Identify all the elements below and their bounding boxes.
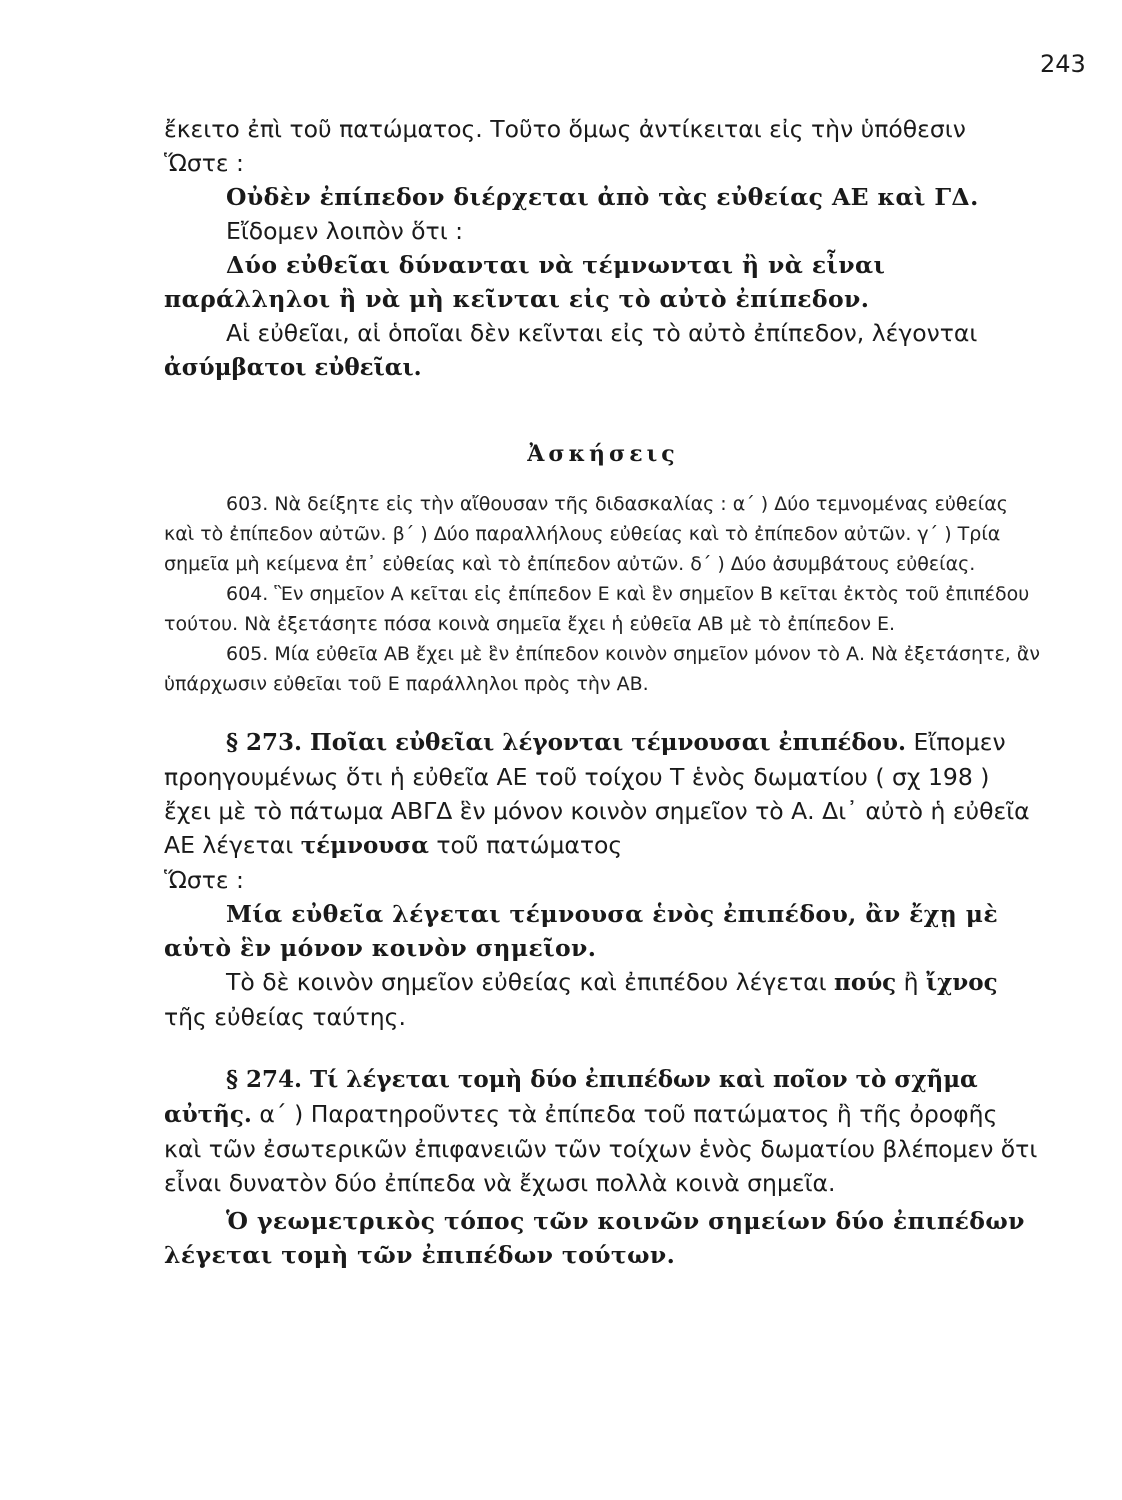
section-274-title: § 274. Τί λέγεται τομὴ δύο ἐπιπέδων καὶ ποῖον τὸ σχῆμα αὐτῆς.: [164, 1066, 978, 1128]
section-273-term: τέμνουσα: [300, 832, 429, 859]
section-273: [164, 725, 1042, 863]
exercise-605: 605. Μία εὐθεῖα ΑΒ ἔχει μὲ ἓν ἐπίπεδον κοινὸν σημεῖον μόνον τὸ Α. Νὰ ἐξετάσητε, ἂν ὑπάρχωσιν εὐθεῖαι τοῦ Ε παράλληλοι πρὸς τὴν ΑΒ.: [164, 643, 1040, 695]
page-body: [164, 112, 1042, 1272]
paragraph-we-saw: Εἴδομεν λοιπὸν ὅτι :: [226, 217, 464, 245]
foot-trace-or: ἢ: [903, 968, 919, 996]
paragraph-foot-trace: [164, 965, 1042, 1034]
exercises-heading: Ἀσκήσεις: [527, 441, 679, 467]
section-273-text-end: τοῦ πατώματος: [436, 831, 623, 859]
foot-trace-text: Τὸ δὲ κοινὸν σημεῖον εὐθείας καὶ ἐπιπέδου λέγεται: [226, 968, 827, 996]
rule-plane-intersection: Ὁ γεωμετρικὸς τόπος τῶν κοινῶν σημείων δύο ἐπιπέδων λέγεται τομὴ τῶν ἐπιπέδων τούτων.: [164, 1207, 1025, 1269]
rule-no-plane: Οὐδὲν ἐπίπεδον διέρχεται ἀπὸ τὰς εὐθείας ΑΕ καὶ ΓΔ.: [226, 183, 979, 211]
skew-lines-term: ἀσύμβατοι εὐθεῖαι.: [164, 354, 422, 381]
section-273-wste: Ὥστε :: [164, 866, 244, 894]
page-number: 243: [1040, 50, 1086, 78]
section-273-title: § 273. Ποῖαι εὐθεῖαι λέγονται τέμνουσαι ἐπιπέδου.: [226, 729, 906, 756]
rule-intersecting-line: Μία εὐθεῖα λέγεται τέμνουσα ἑνὸς ἐπιπέδου, ἂν ἔχῃ μὲ αὐτὸ ἓν μόνον κοινὸν σημεῖον.: [164, 900, 999, 962]
rule-two-lines: Δύο εὐθεῖαι δύνανται νὰ τέμνωνται ἢ νὰ εἶναι παράλληλοι ἢ νὰ μὴ κεῖνται εἰς τὸ αὐτὸ ἐπίπεδον.: [164, 251, 886, 313]
trace-term: ἴχνος: [926, 969, 998, 996]
section-274-text: α΄ ) Παρατηροῦντες τὰ ἐπίπεδα τοῦ πατώματος ἢ τῆς ὀροφῆς καὶ τῶν ἐσωτερικῶν ἐπιφανειῶν τῶν τοίχων ἑνὸς δωματίου βλέπομεν ὅτι εἶναι δυνατὸν δύο ἐπίπεδα νὰ ἔχωσι πολλὰ κοινὰ σημεῖα.: [164, 1100, 1038, 1197]
foot-trace-end: τῆς εὐθείας ταύτης.: [164, 1003, 406, 1031]
paragraph-wste: Ὥστε :: [164, 149, 244, 177]
exercise-604: 604. Ἓν σημεῖον Α κεῖται εἰς ἐπίπεδον Ε καὶ ἓν σημεῖον Β κεῖται ἐκτὸς τοῦ ἐπιπέδου τούτου. Νὰ ἐξετάσητε πόσα κοινὰ σημεῖα ἔχει ἡ εὐθεῖα ΑΒ μὲ τὸ ἐπίπεδον Ε.: [164, 583, 1030, 635]
paragraph-continuation: ἔκειτο ἐπὶ τοῦ πατώματος. Τοῦτο ὅμως ἀντίκειται εἰς τὴν ὑπόθεσιν: [164, 115, 966, 143]
paragraph-skew-lines: [164, 316, 1042, 385]
foot-term: πούς: [834, 969, 897, 996]
exercise-603: 603. Νὰ δείξητε εἰς τὴν αἴθουσαν τῆς διδασκαλίας : α΄ ) Δύο τεμνομένας εὐθείας καὶ τὸ ἐπίπεδον αὐτῶν. β΄ ) Δύο παραλλήλους εὐθείας καὶ τὸ ἐπίπεδον αὐτῶν. γ΄ ) Τρία σημεῖα μὴ κείμενα ἐπ᾽ εὐθείας καὶ τὸ ἐπίπεδον αὐτῶν. δ΄ ) Δύο ἀσυμβάτους εὐθείας.: [164, 493, 1008, 575]
section-273-text: Εἴπομεν προηγουμένως ὅτι ἡ εὐθεῖα ΑΕ τοῦ τοίχου Τ ἑνὸς δωματίου ( σχ 198 ) ἔχει μὲ τὸ πάτωμα ΑΒΓΔ ἓν μόνον κοινὸν σημεῖον τὸ Α. Δι᾽ αὐτὸ ἡ εὐθεῖα ΑΕ λέγεται: [164, 728, 1030, 859]
section-274: [164, 1062, 1042, 1200]
skew-lines-text: Αἱ εὐθεῖαι, αἱ ὁποῖαι δὲν κεῖνται εἰς τὸ αὐτὸ ἐπίπεδον, λέγονται: [226, 319, 978, 347]
exercises-list: [164, 489, 1042, 699]
